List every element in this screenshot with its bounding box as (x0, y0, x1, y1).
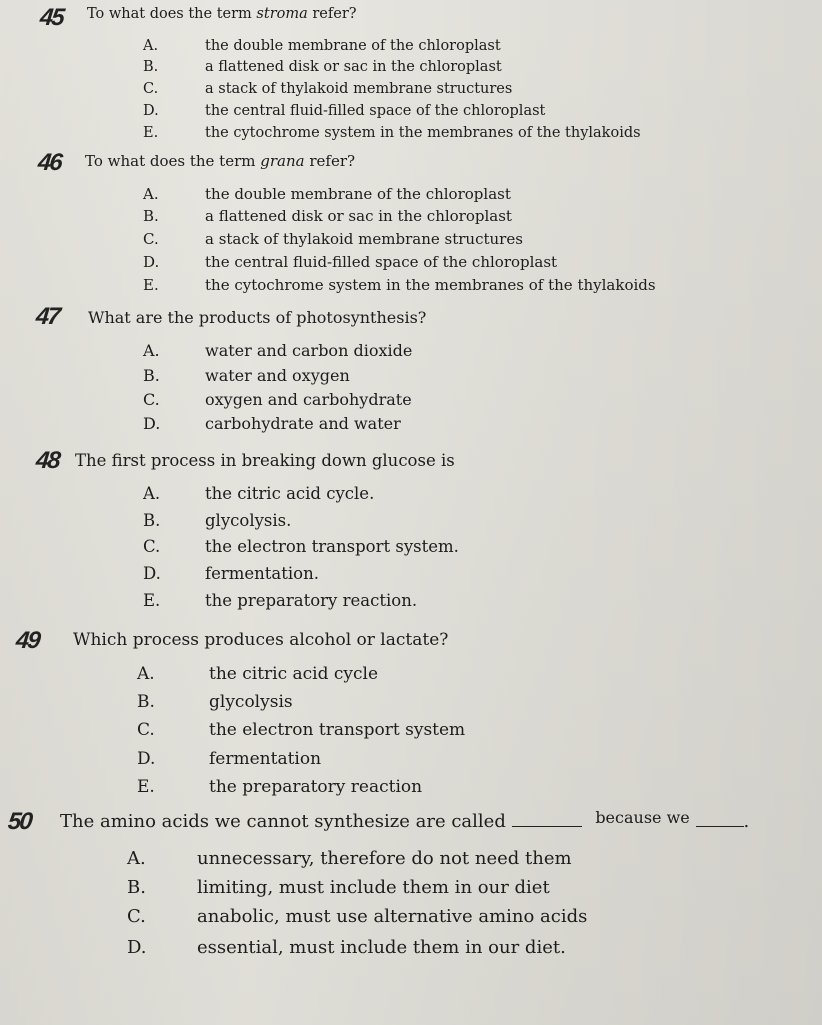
answer-blank-1[interactable] (512, 812, 582, 827)
stem-term: grana (260, 152, 305, 170)
answer-option[interactable]: E. the preparatory reaction (137, 777, 423, 797)
question-stem: To what does the term stroma refer? (87, 6, 357, 22)
answer-option[interactable]: A. the double membrane of the chloroplast (143, 185, 511, 203)
answer-option[interactable]: B. water and oxygen (143, 366, 350, 385)
answer-option[interactable]: C. oxygen and carbohydrate (143, 390, 412, 409)
answer-option[interactable]: C. anabolic, must use alternative amino acids (127, 906, 588, 927)
answer-option[interactable]: B. a flattened disk or sac in the chloroplast (143, 59, 502, 75)
question-number: 46 (36, 149, 63, 176)
question-stem: The amino acids we cannot synthesize are called because we . (60, 808, 750, 832)
answer-option[interactable]: A. unnecessary, therefore do not need them (127, 848, 572, 869)
answer-option[interactable]: B. a flattened disk or sac in the chloroplast (143, 207, 512, 225)
answer-option[interactable]: C. a stack of thylakoid membrane structures (143, 230, 523, 248)
question-number: 48 (34, 447, 61, 474)
answer-option[interactable]: C. a stack of thylakoid membrane structures (143, 81, 513, 97)
question-number: 47 (34, 303, 61, 330)
answer-option[interactable]: A. water and carbon dioxide (143, 341, 413, 360)
question-stem: What are the products of photosynthesis? (88, 308, 427, 327)
question-number: 45 (38, 4, 65, 31)
answer-option[interactable]: A. the double membrane of the chloroplast (143, 38, 501, 54)
answer-option[interactable]: D. the central fluid-filled space of the chloroplast (143, 103, 546, 119)
answer-option[interactable]: A. the citric acid cycle. (143, 484, 375, 503)
answer-blank-2[interactable] (696, 812, 744, 827)
answer-option[interactable]: E. the preparatory reaction. (143, 591, 418, 610)
question-stem: Which process produces alcohol or lactate? (73, 630, 449, 650)
question-number: 49 (14, 627, 41, 654)
answer-option[interactable]: D. fermentation. (143, 564, 319, 583)
answer-option[interactable]: B. limiting, must include them in our diet (127, 877, 550, 898)
answer-option[interactable]: E. the cytochrome system in the membranes of the thylakoids (143, 276, 656, 294)
answer-option[interactable]: B. glycolysis. (143, 511, 292, 530)
answer-option[interactable]: A. the citric acid cycle (137, 664, 379, 684)
answer-option[interactable]: D. the central fluid-filled space of the chloroplast (143, 253, 558, 271)
answer-option[interactable]: B. glycolysis (137, 692, 293, 712)
answer-option[interactable]: C. the electron transport system (137, 720, 466, 740)
answer-option[interactable]: C. the electron transport system. (143, 537, 459, 556)
question-stem: To what does the term grana refer? (85, 152, 356, 170)
question-stem: The first process in breaking down glucose is (75, 451, 455, 470)
stem-term: stroma (256, 6, 308, 22)
question-number: 50 (6, 808, 33, 835)
answer-option[interactable]: D. essential, must include them in our diet. (127, 937, 566, 958)
answer-option[interactable]: E. the cytochrome system in the membranes of the thylakoids (143, 125, 641, 141)
answer-option[interactable]: D. carbohydrate and water (143, 414, 401, 433)
answer-option[interactable]: D. fermentation (137, 749, 322, 769)
